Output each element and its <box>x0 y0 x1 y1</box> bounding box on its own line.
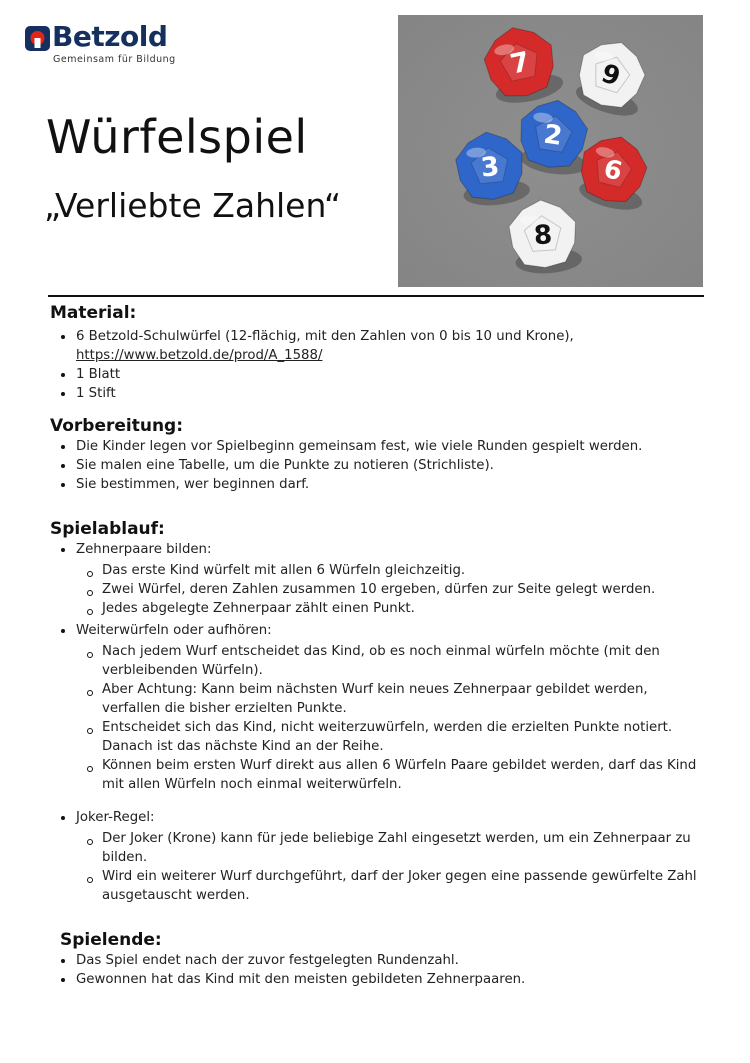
dice-photo <box>398 15 703 287</box>
vorbereitung-list <box>50 437 700 494</box>
group-label: Zehnerpaare bilden: <box>76 542 212 557</box>
product-link[interactable]: https://www.betzold.de/prod/A_1588/ <box>76 348 323 363</box>
material-heading: Material: <box>50 303 137 323</box>
list-item: Zwei Würfel, deren Zahlen zusammen 10 ergeben, dürfen zur Seite gelegt werden. <box>76 580 700 599</box>
list-item: Sie bestimmen, wer beginnen darf. <box>50 475 700 494</box>
list-item: Wird ein weiterer Wurf durchgeführt, darf der Joker gegen eine passende gewürfelte Zahl ausgetauscht werden. <box>76 867 700 905</box>
list-item: Können beim ersten Wurf direkt aus allen 6 Würfeln Paare gebildet werden, darf das Kind mit allen Würfeln noch einmal weiterwürfeln. <box>76 756 700 794</box>
list-item: 1 Stift <box>50 384 700 403</box>
betzold-logo <box>25 20 185 70</box>
spielablauf-heading: Spielablauf: <box>50 519 165 539</box>
page-title: Würfelspiel <box>46 110 308 164</box>
list-item: Die Kinder legen vor Spielbeginn gemeinsam fest, wie viele Runden gespielt werden. <box>50 437 700 456</box>
logo-tagline: Gemeinsam für Bildung <box>53 54 176 65</box>
list-item: Das erste Kind würfelt mit allen 6 Würfeln gleichzeitig. <box>76 561 700 580</box>
header-divider <box>48 295 704 297</box>
list-item: Jedes abgelegte Zehnerpaar zählt einen Punkt. <box>76 599 700 618</box>
die-number: 2 <box>541 119 565 152</box>
list-item: Das Spiel endet nach der zuvor festgelegten Rundenzahl. <box>50 951 700 970</box>
die-number: 6 <box>600 153 626 188</box>
vorbereitung-heading: Vorbereitung: <box>50 416 184 436</box>
spielablauf-section <box>50 540 700 905</box>
logo-wordmark: Betzold <box>52 20 168 53</box>
spielende-list <box>50 951 700 989</box>
list-item <box>50 540 700 618</box>
list-item: Der Joker (Krone) kann für jede beliebige Zahl eingesetzt werden, um ein Zehnerpaar zu bilden. <box>76 829 700 867</box>
betzold-logo-icon <box>25 26 50 51</box>
list-item: Sie malen eine Tabelle, um die Punkte zu notieren (Strichliste). <box>50 456 700 475</box>
list-item <box>50 327 700 365</box>
list-item: 1 Blatt <box>50 365 700 384</box>
page-subtitle: „Verliebte Zahlen“ <box>44 186 342 225</box>
die-number: 8 <box>532 220 554 252</box>
spielende-heading: Spielende: <box>60 930 162 950</box>
list-item: Entscheidet sich das Kind, nicht weiterzuwürfeln, werden die erzielten Punkte notiert. Danach ist das nächste Kind an der Reihe. <box>76 718 700 756</box>
material-item-dice: 6 Betzold-Schulwürfel (12-flächig, mit den Zahlen von 0 bis 10 und Krone), <box>76 329 574 344</box>
die-number: 3 <box>479 151 501 184</box>
spielablauf-list <box>50 540 700 905</box>
group-label: Joker-Regel: <box>76 810 155 825</box>
group-label: Weiterwürfeln oder aufhören: <box>76 623 272 638</box>
list-item: Gewonnen hat das Kind mit den meisten gebildeten Zehnerpaaren. <box>50 970 700 989</box>
material-list <box>50 327 700 403</box>
list-item <box>50 621 700 794</box>
die-number: 7 <box>507 46 533 81</box>
list-item: Aber Achtung: Kann beim nächsten Wurf kein neues Zehnerpaar gebildet werden, verfallen die bisher erzielten Punkte. <box>76 680 700 718</box>
list-item: Nach jedem Wurf entscheidet das Kind, ob es noch einmal würfeln möchte (mit den verbleibenden Würfeln). <box>76 642 700 680</box>
die-number: 9 <box>597 58 624 93</box>
list-item <box>50 808 700 905</box>
